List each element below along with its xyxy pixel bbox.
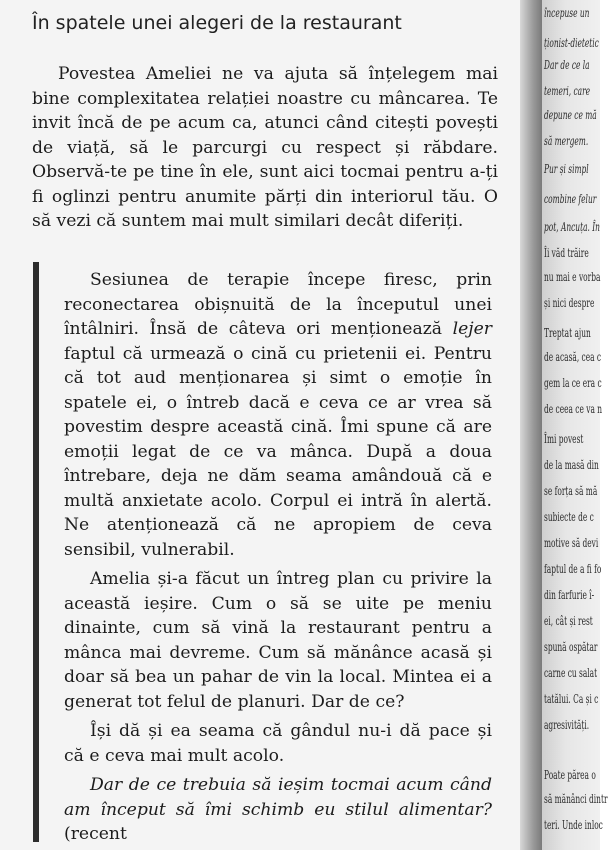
right-page-line: agresivități. bbox=[544, 718, 590, 732]
right-page-line: de la masă din bbox=[544, 458, 599, 472]
right-page-line: combine felur bbox=[544, 192, 597, 206]
right-page-line: gem la ce era c bbox=[544, 376, 602, 390]
story-p4-text: (recent bbox=[64, 824, 127, 844]
right-page-line: nu mai e vorba bbox=[544, 270, 601, 284]
right-page-line: temeri, care bbox=[544, 84, 591, 98]
book-page-right-edge bbox=[542, 0, 608, 850]
right-page-line: să mergem. bbox=[544, 134, 589, 148]
right-page-line: Poate părea o bbox=[544, 768, 596, 782]
story-paragraph-3: Își dă și ea seama că gândul nu-i dă pace și că e ceva mai mult acolo. bbox=[64, 721, 492, 766]
right-page-line: subiecte de c bbox=[544, 510, 594, 524]
right-page-line: carne cu salat bbox=[544, 666, 598, 680]
right-page-line: motive să devi bbox=[544, 536, 599, 550]
intro-paragraph: Povestea Ameliei ne va ajuta să înțelegem mai bine complexitatea relației noastre cu mâncarea. Te invit încă de pe acum ca, atunci când citești povești de viață, să le parcurgi cu respect și răbdare. Observă-te pe tine în ele, sunt aici tocmai pentru a-ți fi oglinzi pentru anumite părți din interiorul tău. O să vezi că suntem mai mult similari decât diferiți. bbox=[32, 64, 498, 231]
right-page-line: de ceea ce va n bbox=[544, 402, 603, 416]
right-page-line: Pur și simpl bbox=[544, 162, 589, 176]
right-page-line: pot, Ancuța. În bbox=[544, 220, 600, 234]
story-p1-text-b: faptul că urmează o cină cu prietenii ei. Pentru că tot aud menționarea și simt o emoție în spatele ei, o întreb dacă e ceva ce ar vrea să povestim despre această cină. Îmi spune că are emoții legat de ce va mânca. După a doua întrebare, deja ne dăm seama amândouă că e multă anxietate acolo. Corpul ei intră în alertă. Ne atenționează că ne apropiem de ceva sensibil, vulnerabil. bbox=[64, 343, 492, 560]
quote-bar bbox=[33, 262, 39, 842]
right-page-line: tatălui. Ca și c bbox=[544, 692, 599, 706]
right-page-line: ționist-dietetic bbox=[544, 36, 599, 50]
section-heading: În spatele unei alegeri de la restaurant bbox=[32, 12, 402, 34]
right-page-line: Îmi povest bbox=[544, 432, 584, 446]
right-page-line: se forța să mă bbox=[544, 484, 598, 498]
right-page-line: Îi văd trăire bbox=[544, 246, 589, 260]
right-page-line: Dar de ce la bbox=[544, 58, 590, 72]
story-paragraph-2: Amelia și-a făcut un întreg plan cu privire la această ieșire. Cum o să se uite pe meniu dinainte, cum să vină la restaurant pentru a mânca mai devreme. Cum să mănânce acasă și doar să bea un pahar de vin la local. Mintea ei a generat tot felul de planuri. Dar de ce? bbox=[64, 569, 492, 712]
right-page-line: spună ospătar bbox=[544, 640, 598, 654]
book-gutter bbox=[520, 0, 542, 850]
right-page-line: teri. Unde inloc bbox=[544, 818, 603, 832]
story-paragraph-1 bbox=[64, 268, 492, 562]
right-page-line: și nici despre bbox=[544, 296, 595, 310]
case-story-block bbox=[64, 268, 492, 852]
story-p1-text-a: Sesiunea de terapie începe firesc, prin reconectarea obișnuită de la începutul unei întâlniri. Însă de câteva ori menționează bbox=[64, 270, 492, 339]
right-page-line: de acasă, cea c bbox=[544, 350, 602, 364]
story-p1-emphasis: lejer bbox=[452, 319, 492, 339]
right-page-line: depune ce mă bbox=[544, 108, 597, 122]
story-paragraph-4 bbox=[64, 773, 492, 847]
right-page-line: să mănânci dintr bbox=[544, 792, 608, 806]
right-page-line: începuse un bbox=[544, 6, 590, 20]
right-page-line: faptul de a fi fo bbox=[544, 562, 602, 576]
story-p4-question: Dar de ce trebuia să ieșim tocmai acum când am început să îmi schimb eu stilul alimentar? bbox=[64, 775, 492, 820]
right-page-line: ei, cât și rest bbox=[544, 614, 593, 628]
right-page-line: din farfurie î- bbox=[544, 588, 595, 602]
right-page-line: Treptat ajun bbox=[544, 326, 591, 340]
